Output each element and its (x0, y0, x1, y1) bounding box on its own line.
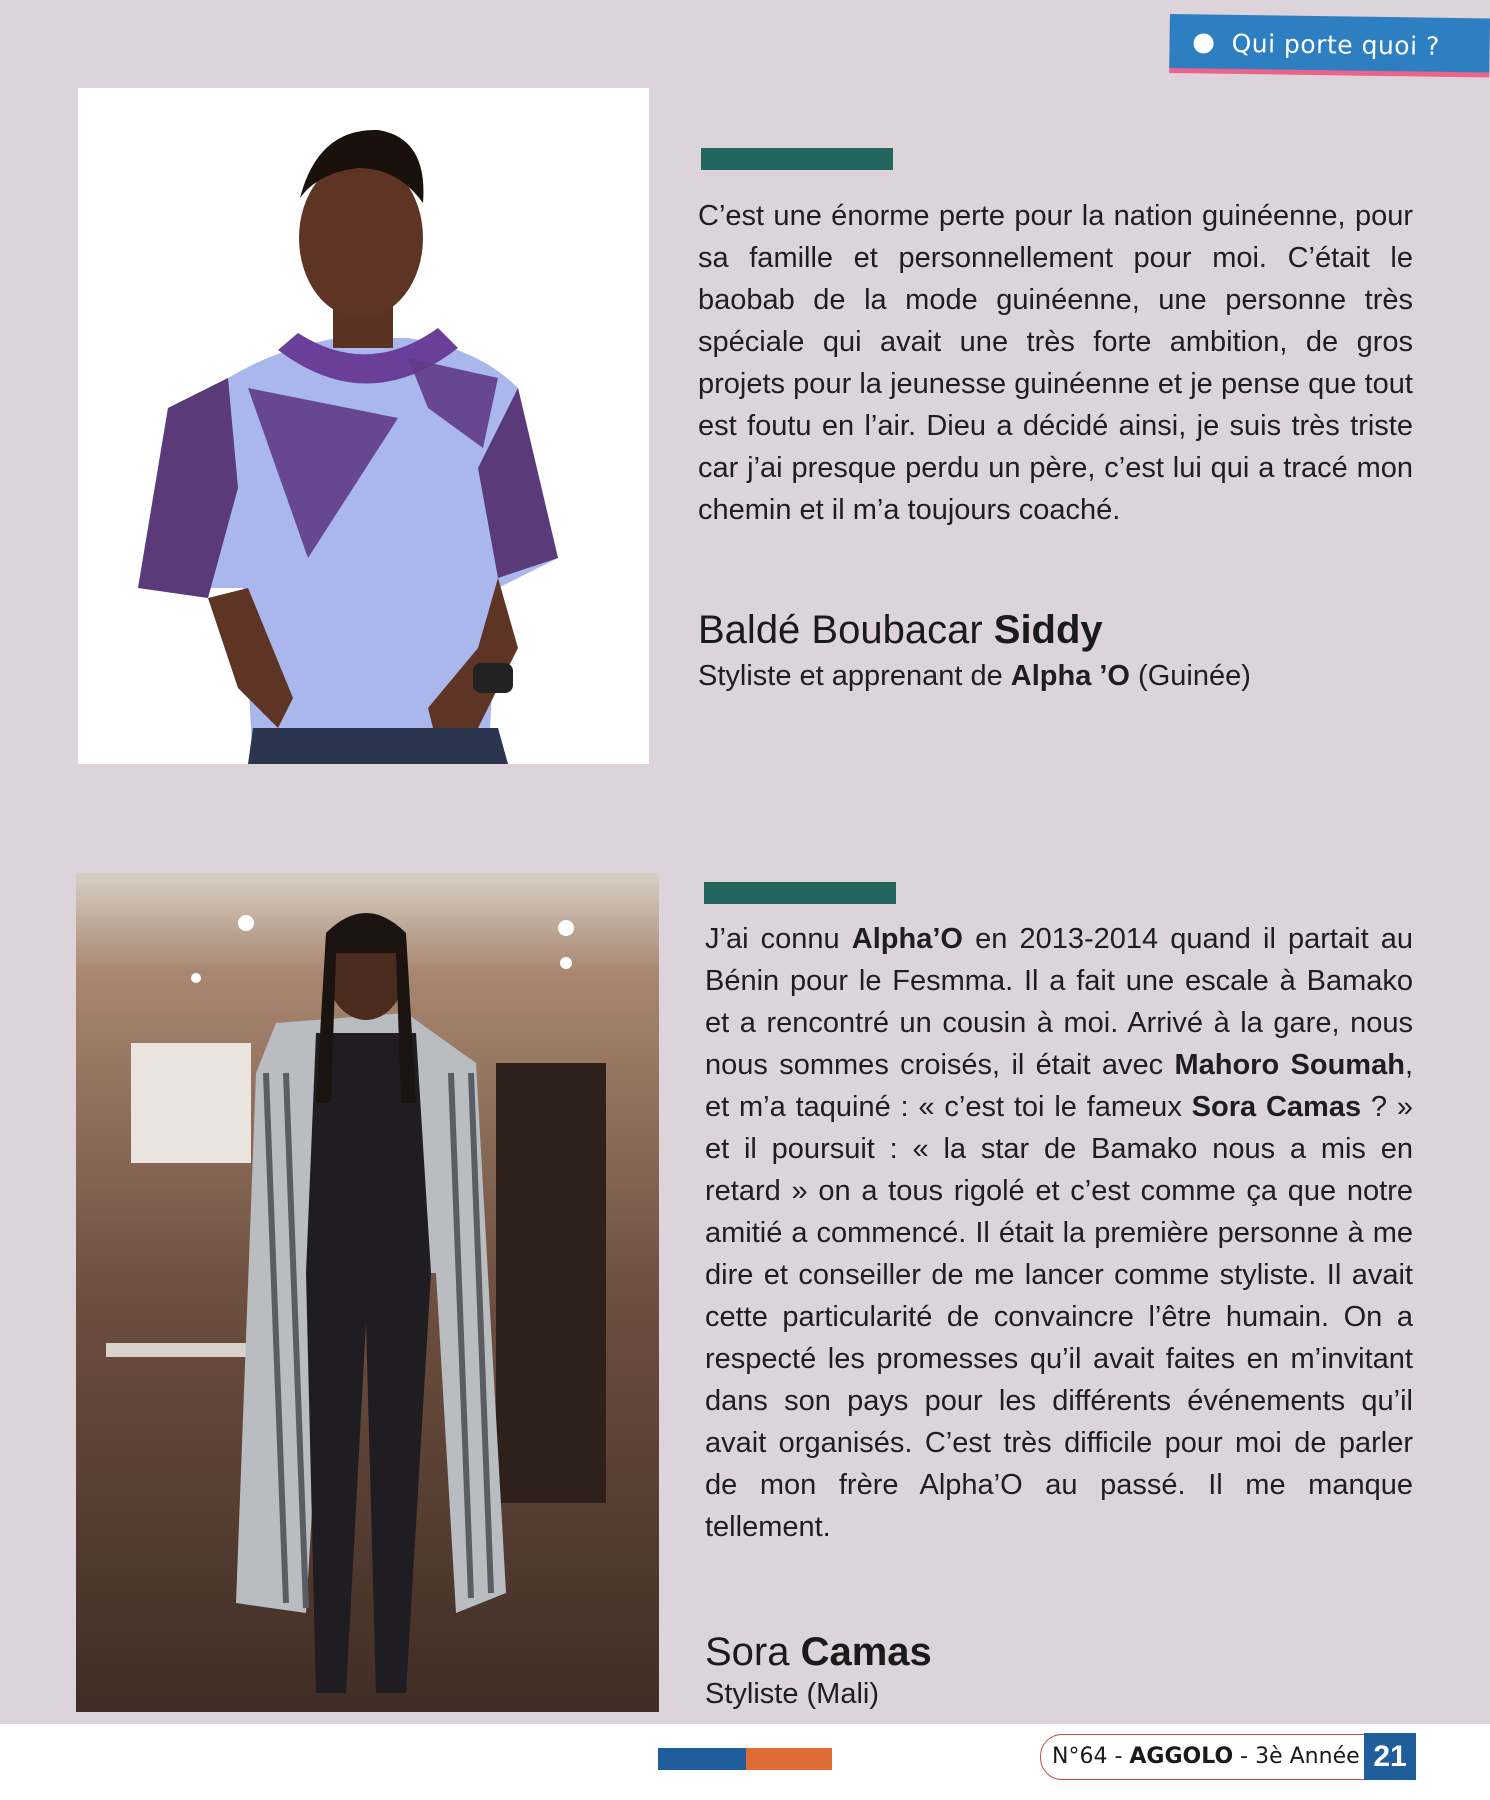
name-first: Sora (705, 1630, 801, 1674)
issue-number: N°64 (1052, 1744, 1108, 1769)
name-first: Baldé Boubacar (698, 608, 994, 652)
separator: - (1233, 1744, 1256, 1769)
footer-color-bar-orange (746, 1748, 832, 1770)
issue-info (1052, 1744, 1360, 1769)
testimonial-quote-1 (698, 195, 1413, 531)
bullet-dot-icon (1193, 33, 1213, 53)
quote-text: , et m’a taquiné : « c’est toi le fameux (705, 1049, 1414, 1123)
portrait-illustration-2 (76, 873, 659, 1712)
magazine-name: AGGOLO (1129, 1744, 1234, 1769)
quote-text: J’ai connu (705, 923, 852, 955)
accent-bar-1 (701, 148, 893, 170)
section-tag (1169, 14, 1490, 72)
portrait-illustration-1 (78, 88, 649, 764)
quote-text: ? » et il poursuit : « la star de Bamako nous a mis en retard » on a tous rigolé et c’est comme ça que notre amitié a commencé. Il était la première personne à me dire et conseiller de me lancer comme styliste. Il avait cette particularité de convaincre l’être humain. On a respecté les promesses qu’il avait faites en m’invitant dans son pays pour les différents événements qu’il avait organisés. C’est très difficile pour moi de parler de mon frère Alpha’O au passé. Il me manque tellement. (705, 1091, 1413, 1543)
quote-bold: Mahoro Soumah (1174, 1049, 1405, 1081)
name-last: Siddy (993, 608, 1103, 652)
role-prefix: Styliste et apprenant de (698, 660, 1011, 692)
quote-bold: Sora Camas (1191, 1091, 1362, 1123)
quote-bold: Alpha’O (851, 923, 963, 955)
magazine-year: 3è Année (1255, 1744, 1360, 1769)
role-bold: Alpha ’O (1010, 660, 1130, 692)
role-suffix: (Guinée) (1130, 660, 1251, 692)
quote-text: en 2013-2014 quand il partait au Bénin pour le Fesmma. Il a fait une escale à Bamako et a rencontré un cousin à moi. Arrivé à la gare, nous nous sommes croisés, il était avec (705, 923, 1413, 1081)
person-name-2 (705, 1630, 932, 1675)
quote-text: C’est une énorme perte pour la nation guinéenne, pour sa famille et personnellement pour moi. C’était le baobab de la mode guinéenne, une personne très spéciale qui avait une très forte ambition, de gros projets pour la jeunesse guinéenne et je pense que tout est foutu en l’air. Dieu a décidé ainsi, je suis très triste car j’ai presque perdu un père, c’est lui qui a tracé mon chemin et il m’a toujours coaché. (698, 200, 1413, 526)
section-label: Qui porte quoi ? (1231, 28, 1440, 61)
photo-sora-camas (76, 873, 659, 1712)
page-number: 21 (1364, 1733, 1416, 1780)
testimonial-quote-2 (705, 918, 1413, 1548)
separator: - (1107, 1744, 1130, 1769)
role-prefix: Styliste (Mali) (705, 1678, 880, 1710)
person-name-1 (698, 608, 1103, 653)
name-last: Camas (800, 1630, 932, 1674)
photo-balde-boubacar-siddy (78, 88, 649, 764)
person-role-2 (705, 1678, 879, 1711)
person-role-1 (698, 660, 1251, 693)
accent-bar-2 (704, 882, 896, 904)
footer-color-bar-blue (658, 1748, 746, 1770)
